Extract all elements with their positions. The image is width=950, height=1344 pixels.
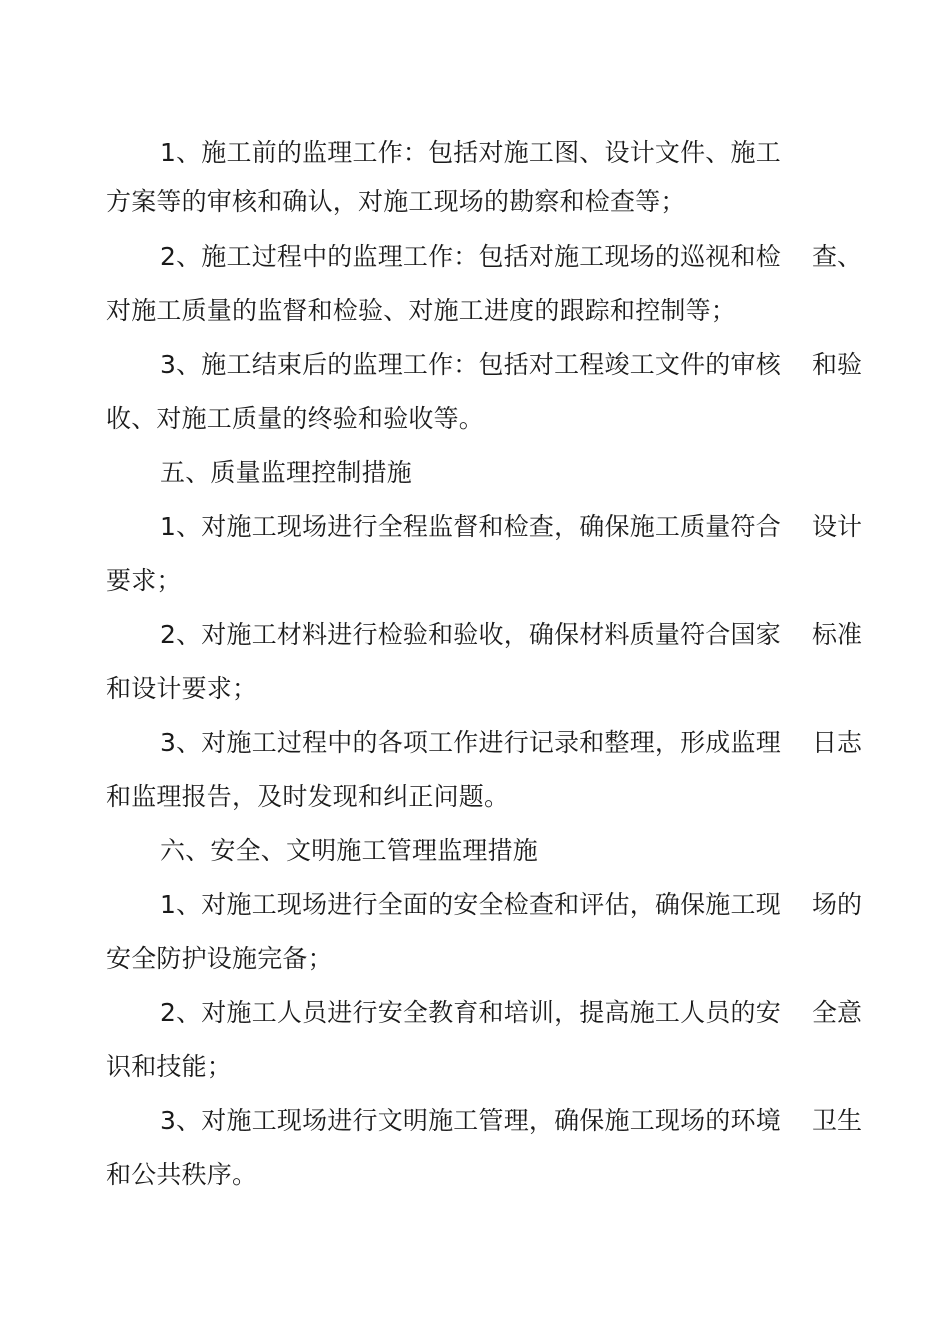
paragraph-6-3-line-1-tail: 卫生 [811, 1106, 862, 1135]
paragraph-5-3-line-1: 3、对施工过程中的各项工作进行记录和整理，形成监理 [160, 728, 781, 757]
paragraph-6-2-line-1: 2、对施工人员进行安全教育和培训，提高施工人员的安 [160, 998, 781, 1027]
paragraph-2-line-1: 2、施工过程中的监理工作：包括对施工现场的巡视和检 [160, 242, 781, 271]
paragraph-2-line-1-tail: 查、 [811, 242, 862, 271]
paragraph-5-3-line-2: 和监理报告，及时发现和纠正问题。 [106, 782, 510, 811]
paragraph-1-line-2: 方案等的审核和确认，对施工现场的勘察和检查等； [106, 187, 686, 216]
paragraph-5-2-line-1: 2、对施工材料进行检验和验收，确保材料质量符合国家 [160, 620, 781, 649]
section-heading-six: 六、安全、文明施工管理监理措施 [160, 836, 539, 865]
paragraph-6-2-line-2: 识和技能； [106, 1052, 233, 1081]
paragraph-5-1-line-1-tail: 设计 [811, 512, 862, 541]
section-heading-five: 五、质量监理控制措施 [160, 458, 413, 487]
paragraph-5-3-line-1-tail: 日志 [811, 728, 862, 757]
paragraph-2-line-2: 对施工质量的监督和检验、对施工进度的跟踪和控制等； [106, 296, 737, 325]
paragraph-5-2-line-1-tail: 标准 [811, 620, 862, 649]
paragraph-1-line-1: 1、施工前的监理工作：包括对施工图、设计文件、施工 [160, 138, 781, 167]
paragraph-5-1-line-1: 1、对施工现场进行全程监督和检查，确保施工质量符合 [160, 512, 781, 541]
paragraph-6-1-line-2: 安全防护设施完备； [106, 944, 333, 973]
paragraph-6-3-line-2: 和公共秩序。 [106, 1160, 258, 1189]
paragraph-3-line-2: 收、对施工质量的终验和验收等。 [106, 404, 485, 433]
paragraph-6-2-line-1-tail: 全意 [811, 998, 862, 1027]
paragraph-3-line-1: 3、施工结束后的监理工作：包括对工程竣工文件的审核 [160, 350, 781, 379]
paragraph-5-1-line-2: 要求； [106, 566, 182, 595]
paragraph-6-1-line-1-tail: 场的 [811, 890, 862, 919]
paragraph-6-1-line-1: 1、对施工现场进行全面的安全检查和评估，确保施工现 [160, 890, 781, 919]
paragraph-5-2-line-2: 和设计要求； [106, 674, 258, 703]
paragraph-3-line-1-tail: 和验 [811, 350, 862, 379]
paragraph-6-3-line-1: 3、对施工现场进行文明施工管理，确保施工现场的环境 [160, 1106, 781, 1135]
